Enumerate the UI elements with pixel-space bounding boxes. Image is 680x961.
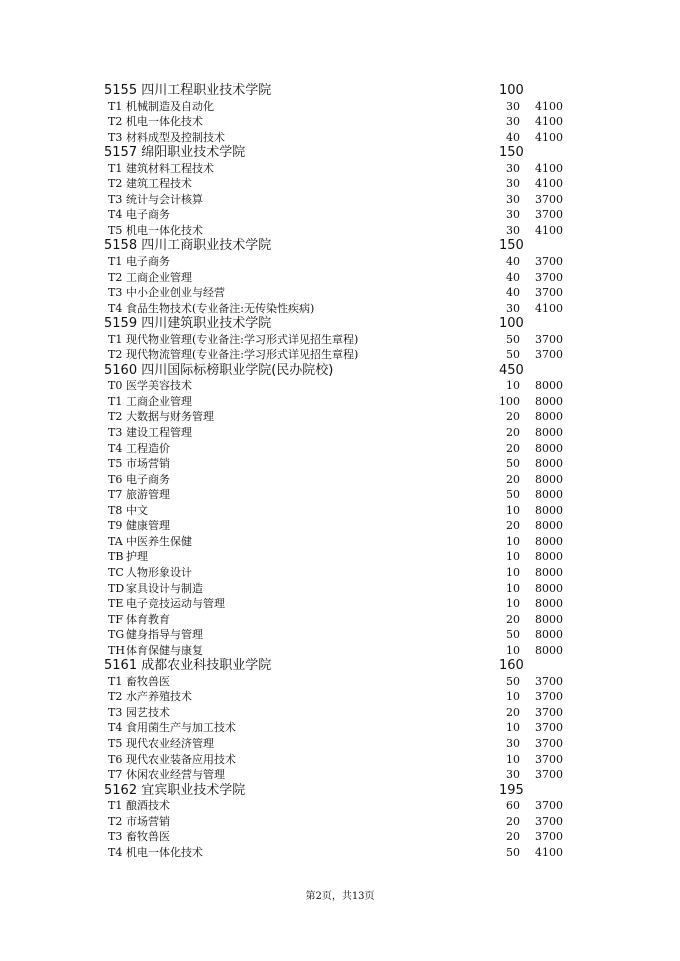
school-quota: 150 <box>499 238 524 254</box>
major-name: 中文 <box>126 503 148 517</box>
major-fee: 3700 <box>535 286 563 300</box>
major-quota: 50 <box>506 845 520 859</box>
major-fee: 3700 <box>535 332 563 346</box>
major-row <box>0 114 680 130</box>
major-quota: 30 <box>506 161 520 175</box>
major-quota: 20 <box>506 426 520 440</box>
major-fee: 3700 <box>535 192 563 206</box>
major-row <box>0 767 680 783</box>
school-quota: 100 <box>499 83 524 98</box>
major-code: T3 <box>108 830 123 844</box>
major-fee: 8000 <box>535 534 563 548</box>
major-name: 休闲农业经营与管理 <box>126 768 225 782</box>
major-fee: 3700 <box>535 705 563 719</box>
major-fee: 8000 <box>535 394 563 408</box>
major-fee: 8000 <box>535 472 563 486</box>
major-row <box>0 503 680 519</box>
major-name: 畜牧兽医 <box>126 674 170 688</box>
major-code: T3 <box>108 130 123 144</box>
major-name: 材料成型及控制技术 <box>126 130 225 144</box>
major-quota: 10 <box>506 379 520 393</box>
major-row <box>0 487 680 503</box>
major-name: 统计与会计核算 <box>126 192 203 206</box>
school-row-5161 <box>0 658 680 674</box>
major-code: T7 <box>108 488 123 502</box>
major-name: 工商企业管理 <box>126 270 192 284</box>
major-fee: 8000 <box>535 503 563 517</box>
major-code: T6 <box>108 472 123 486</box>
major-quota: 40 <box>506 270 520 284</box>
major-row <box>0 161 680 177</box>
major-name: 家具设计与制造 <box>126 581 203 595</box>
major-quota: 40 <box>506 286 520 300</box>
major-code: T6 <box>108 752 123 766</box>
school-quota: 160 <box>499 658 524 674</box>
major-quota: 20 <box>506 705 520 719</box>
major-quota: 100 <box>499 394 520 408</box>
major-name: 机电一体化技术 <box>126 223 203 237</box>
major-row <box>0 596 680 612</box>
major-fee: 8000 <box>535 379 563 393</box>
major-name: 体育教育 <box>126 612 170 626</box>
major-name: 酿酒技术 <box>126 799 170 813</box>
major-row <box>0 845 680 861</box>
major-row <box>0 581 680 597</box>
major-name: 大数据与财务管理 <box>126 410 214 424</box>
major-quota: 30 <box>506 301 520 315</box>
major-fee: 3700 <box>535 736 563 750</box>
school-row-5159 <box>0 316 680 332</box>
major-code: T1 <box>108 674 123 688</box>
major-name: 工商企业管理 <box>126 394 192 408</box>
major-quota: 10 <box>506 534 520 548</box>
major-fee: 3700 <box>535 752 563 766</box>
major-quota: 30 <box>506 223 520 237</box>
major-name: 现代农业装备应用技术 <box>126 752 236 766</box>
major-fee: 8000 <box>535 410 563 424</box>
major-row <box>0 798 680 814</box>
major-row <box>0 347 680 363</box>
major-code: T4 <box>108 721 123 735</box>
major-name: 畜牧兽医 <box>126 830 170 844</box>
major-fee: 3700 <box>535 830 563 844</box>
major-code: TD <box>108 581 125 595</box>
major-row <box>0 223 680 239</box>
major-fee: 8000 <box>535 457 563 471</box>
school-name: 5159 四川建筑职业技术学院 <box>104 316 272 332</box>
major-name: 市场营销 <box>126 457 170 471</box>
major-quota: 50 <box>506 348 520 362</box>
major-name: 电子商务 <box>126 208 170 222</box>
major-code: T1 <box>108 332 123 346</box>
major-code: T3 <box>108 705 123 719</box>
major-code: T1 <box>108 799 123 813</box>
major-quota: 60 <box>506 799 520 813</box>
major-fee: 8000 <box>535 519 563 533</box>
major-row <box>0 394 680 410</box>
major-code: T5 <box>108 736 123 750</box>
major-row <box>0 456 680 472</box>
major-name: 健康管理 <box>126 519 170 533</box>
major-quota: 10 <box>506 565 520 579</box>
major-name: 食品生物技术(专业备注:无传染性疾病) <box>126 301 315 315</box>
major-code: T5 <box>108 457 123 471</box>
major-fee: 8000 <box>535 581 563 595</box>
major-quota: 40 <box>506 130 520 144</box>
school-quota: 100 <box>499 316 524 332</box>
major-row <box>0 549 680 565</box>
major-code: T4 <box>108 845 123 859</box>
major-row <box>0 270 680 286</box>
major-quota: 30 <box>506 736 520 750</box>
major-quota: 40 <box>506 255 520 269</box>
major-code: TE <box>108 597 124 611</box>
major-code: TA <box>108 534 123 548</box>
major-code: T2 <box>108 270 123 284</box>
major-fee: 4100 <box>535 223 563 237</box>
major-code: T4 <box>108 441 123 455</box>
major-row <box>0 99 680 115</box>
school-row-5157 <box>0 145 680 161</box>
major-name: 电子竞技运动与管理 <box>126 597 225 611</box>
major-row <box>0 207 680 223</box>
major-row <box>0 518 680 534</box>
major-quota: 10 <box>506 597 520 611</box>
major-quota: 20 <box>506 519 520 533</box>
major-name: 体育保健与康复 <box>126 643 203 657</box>
major-row <box>0 301 680 317</box>
major-fee: 8000 <box>535 628 563 642</box>
major-quota: 10 <box>506 503 520 517</box>
major-fee: 3700 <box>535 814 563 828</box>
major-name: 建设工程管理 <box>126 426 192 440</box>
major-fee: 3700 <box>535 270 563 284</box>
major-code: T1 <box>108 394 123 408</box>
major-row <box>0 705 680 721</box>
major-fee: 8000 <box>535 550 563 564</box>
major-quota: 10 <box>506 581 520 595</box>
major-fee: 4100 <box>535 177 563 191</box>
major-quota: 20 <box>506 441 520 455</box>
major-row <box>0 814 680 830</box>
major-row <box>0 674 680 690</box>
major-row <box>0 378 680 394</box>
major-quota: 30 <box>506 99 520 113</box>
major-quota: 50 <box>506 457 520 471</box>
major-row <box>0 285 680 301</box>
major-name: 中医养生保健 <box>126 534 192 548</box>
major-name: 医学美容技术 <box>126 379 192 393</box>
major-code: T7 <box>108 768 123 782</box>
page-number: 第2页，共13页 <box>305 891 375 902</box>
major-quota: 10 <box>506 752 520 766</box>
major-row <box>0 736 680 752</box>
major-name: 现代农业经济管理 <box>126 736 214 750</box>
major-fee: 4100 <box>535 845 563 859</box>
major-name: 机电一体化技术 <box>126 845 203 859</box>
school-row-5162 <box>0 783 680 799</box>
major-name: 机电一体化技术 <box>126 115 203 129</box>
major-fee: 4100 <box>535 115 563 129</box>
major-name: 建筑工程技术 <box>126 177 192 191</box>
major-fee: 8000 <box>535 441 563 455</box>
major-row <box>0 425 680 441</box>
major-fee: 8000 <box>535 488 563 502</box>
major-quota: 30 <box>506 115 520 129</box>
major-row <box>0 612 680 628</box>
major-name: 建筑材料工程技术 <box>126 161 214 175</box>
major-quota: 20 <box>506 612 520 626</box>
major-quota: 20 <box>506 814 520 828</box>
major-name: 旅游管理 <box>126 488 170 502</box>
major-row <box>0 176 680 192</box>
major-row <box>0 254 680 270</box>
major-code: T4 <box>108 301 123 315</box>
major-row <box>0 689 680 705</box>
major-fee: 3700 <box>535 674 563 688</box>
major-name: 水产养殖技术 <box>126 690 192 704</box>
major-quota: 30 <box>506 768 520 782</box>
major-code: T9 <box>108 519 123 533</box>
major-fee: 8000 <box>535 565 563 579</box>
major-fee: 3700 <box>535 768 563 782</box>
major-quota: 30 <box>506 192 520 206</box>
major-code: TB <box>108 550 124 564</box>
major-name: 健身指导与管理 <box>126 628 203 642</box>
school-row-5158 <box>0 238 680 254</box>
major-code: TF <box>108 612 123 626</box>
major-quota: 20 <box>506 410 520 424</box>
school-name: 5157 绵阳职业技术学院 <box>104 145 246 161</box>
major-row <box>0 534 680 550</box>
major-row <box>0 130 680 146</box>
major-name: 电子商务 <box>126 255 170 269</box>
major-row <box>0 752 680 768</box>
major-quota: 20 <box>506 472 520 486</box>
major-quota: 10 <box>506 643 520 657</box>
page-footer <box>0 887 680 902</box>
major-code: T2 <box>108 814 123 828</box>
major-code: T3 <box>108 192 123 206</box>
major-name: 工程造价 <box>126 441 170 455</box>
major-name: 园艺技术 <box>126 705 170 719</box>
major-name: 中小企业创业与经营 <box>126 286 225 300</box>
school-quota: 450 <box>499 362 524 378</box>
major-fee: 4100 <box>535 99 563 113</box>
major-row <box>0 643 680 659</box>
major-fee: 3700 <box>535 690 563 704</box>
major-quota: 50 <box>506 332 520 346</box>
major-row <box>0 192 680 208</box>
major-quota: 20 <box>506 830 520 844</box>
major-name: 现代物流管理(专业备注:学习形式详见招生章程) <box>126 348 359 362</box>
major-quota: 10 <box>506 550 520 564</box>
major-row <box>0 409 680 425</box>
major-code: T1 <box>108 161 123 175</box>
school-quota: 150 <box>499 145 524 161</box>
major-quota: 30 <box>506 177 520 191</box>
major-fee: 8000 <box>535 426 563 440</box>
major-quota: 50 <box>506 488 520 502</box>
school-name: 5160 四川国际标榜职业学院(民办院校) <box>104 362 334 378</box>
school-row-5155 <box>0 83 680 99</box>
major-row <box>0 565 680 581</box>
school-name: 5155 四川工程职业技术学院 <box>104 83 272 98</box>
major-name: 机械制造及自动化 <box>126 99 214 113</box>
major-code: T2 <box>108 177 123 191</box>
major-quota: 50 <box>506 628 520 642</box>
enrollment-list <box>0 83 680 860</box>
major-name: 现代物业管理(专业备注:学习形式详见招生章程) <box>126 332 359 346</box>
major-fee: 8000 <box>535 612 563 626</box>
major-fee: 3700 <box>535 799 563 813</box>
major-row <box>0 720 680 736</box>
major-code: TC <box>108 565 124 579</box>
major-code: T1 <box>108 255 123 269</box>
major-code: T2 <box>108 348 123 362</box>
major-row <box>0 441 680 457</box>
major-code: T3 <box>108 286 123 300</box>
major-code: T2 <box>108 690 123 704</box>
major-row <box>0 332 680 348</box>
major-fee: 4100 <box>535 130 563 144</box>
major-name: 电子商务 <box>126 472 170 486</box>
school-row-5160 <box>0 363 680 379</box>
major-fee: 3700 <box>535 721 563 735</box>
major-quota: 50 <box>506 674 520 688</box>
major-name: 市场营销 <box>126 814 170 828</box>
major-fee: 4100 <box>535 161 563 175</box>
major-fee: 8000 <box>535 597 563 611</box>
major-fee: 4100 <box>535 301 563 315</box>
major-code: T5 <box>108 223 123 237</box>
major-row <box>0 829 680 845</box>
major-row <box>0 472 680 488</box>
school-name: 5162 宜宾职业技术学院 <box>104 782 246 798</box>
major-code: T8 <box>108 503 123 517</box>
major-name: 护理 <box>126 550 148 564</box>
major-quota: 10 <box>506 690 520 704</box>
major-fee: 3700 <box>535 208 563 222</box>
major-code: T2 <box>108 115 123 129</box>
major-code: TH <box>108 643 125 657</box>
major-name: 人物形象设计 <box>126 565 192 579</box>
school-quota: 195 <box>499 782 524 798</box>
major-code: T2 <box>108 410 123 424</box>
school-name: 5158 四川工商职业技术学院 <box>104 238 272 254</box>
school-name: 5161 成都农业科技职业学院 <box>104 658 272 674</box>
major-fee: 3700 <box>535 348 563 362</box>
major-code: T1 <box>108 99 123 113</box>
major-name: 食用菌生产与加工技术 <box>126 721 236 735</box>
major-code: TG <box>108 628 125 642</box>
major-fee: 3700 <box>535 255 563 269</box>
major-code: T3 <box>108 426 123 440</box>
major-row <box>0 627 680 643</box>
major-fee: 8000 <box>535 643 563 657</box>
major-quota: 10 <box>506 721 520 735</box>
major-code: T4 <box>108 208 123 222</box>
major-code: T0 <box>108 379 123 393</box>
major-quota: 30 <box>506 208 520 222</box>
